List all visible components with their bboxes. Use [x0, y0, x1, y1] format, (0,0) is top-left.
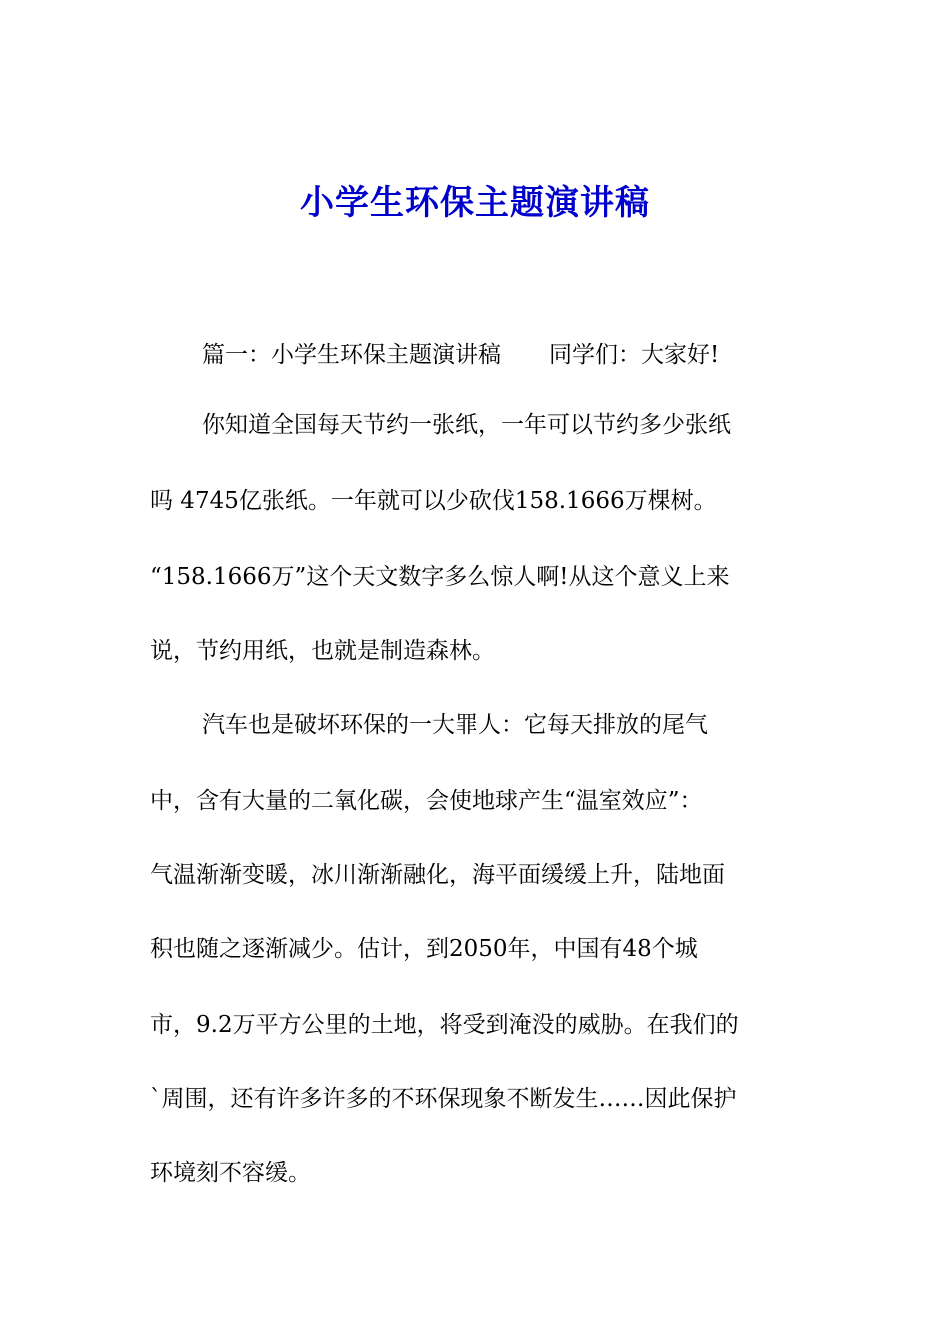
- paragraph-line: “158.1666万”这个天文数字多么惊人啊!从这个意义上来: [150, 564, 730, 590]
- paragraph-line: 吗 4745亿张纸。一年就可以少砍伐158.1666万棵树。: [150, 488, 717, 514]
- paragraph-line: 中，含有大量的二氧化碳，会使地球产生“温室效应”：: [150, 788, 703, 814]
- paragraph-line: `周围，还有许多许多的不环保现象不断发生……因此保护: [150, 1086, 737, 1112]
- greeting-text: 同学们：大家好!: [549, 342, 720, 368]
- paragraph-line: 市，9.2万平方公里的土地，将受到淹没的威胁。在我们的: [150, 1012, 739, 1038]
- section-heading: 篇一：小学生环保主题演讲稿: [202, 342, 501, 368]
- paragraph-line: 气温渐渐变暖，冰川渐渐融化，海平面缓缓上升，陆地面: [150, 862, 725, 888]
- paragraph-line: 环境刻不容缓。: [150, 1160, 311, 1186]
- document-title: 小学生环保主题演讲稿: [300, 183, 650, 223]
- paragraph-line: 汽车也是破坏环保的一大罪人：它每天排放的尾气: [202, 712, 708, 738]
- paragraph-line: [202, 338, 882, 372]
- paragraph-line: 积也随之逐渐减少。估计，到2050年，中国有48个城: [150, 936, 698, 962]
- paragraph-line: 你知道全国每天节约一张纸，一年可以节约多少张纸: [202, 412, 731, 438]
- paragraph-line: 说，节约用纸，也就是制造森林。: [150, 638, 495, 664]
